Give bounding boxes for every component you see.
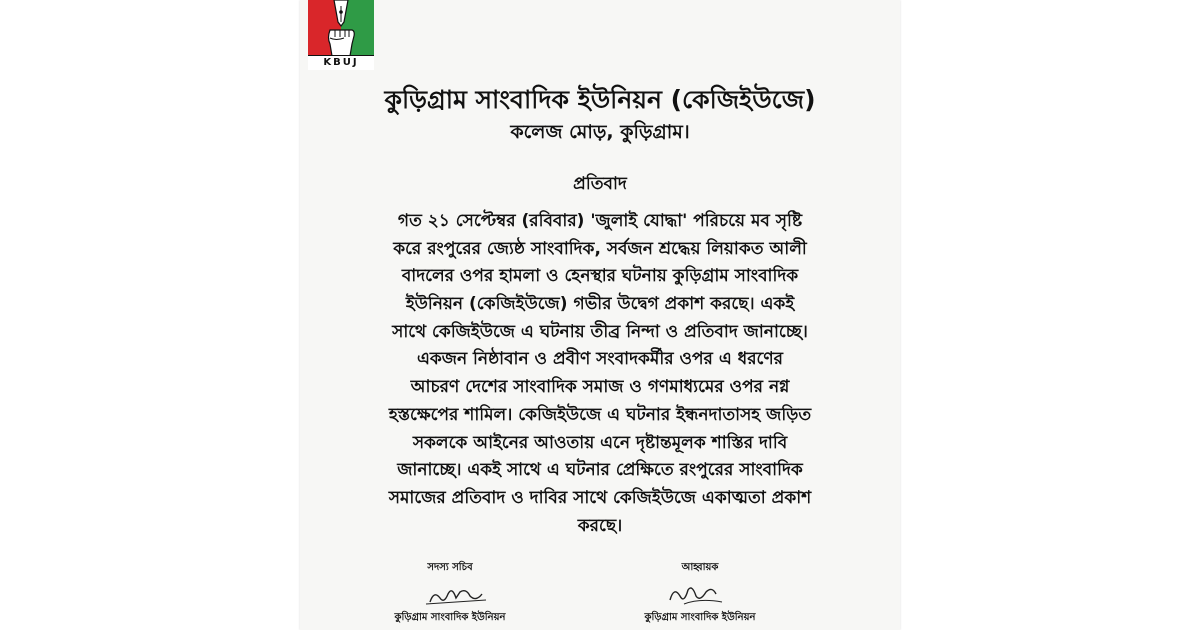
signature-convener — [600, 560, 800, 626]
logo-text: KBUJ — [308, 55, 374, 70]
body-line: হস্তক্ষেপের শামিল। কেজিইউজে এ ঘটনার ইন্ধনদাতাসহ জড়িত — [388, 404, 812, 425]
handwritten-signature-icon — [600, 576, 800, 610]
signature-org: কুড়িগ্রাম সাংবাদিক ইউনিয়ন — [644, 612, 756, 623]
pen-fist-emblem-icon — [308, 0, 374, 56]
body-line: সকলকে আইনের আওতায় এনে দৃষ্টান্তমূলক শাস্তির দাবি — [412, 432, 788, 453]
kbuj-logo — [308, 0, 374, 70]
body-line: ইউনিয়ন (কেজিইউজে) গভীর উদ্বেগ প্রকাশ করছে। একই — [405, 294, 795, 315]
statement-body — [340, 208, 860, 540]
handwritten-signature-icon — [360, 576, 540, 610]
document-page — [300, 0, 900, 630]
body-line: করছে। — [577, 515, 623, 536]
org-address: কলেজ মোড়, কুড়িগ্রাম। — [510, 121, 690, 143]
body-line: বাদলের ওপর হামলা ও হেনস্থার ঘটনায় কুড়িগ্রাম সাংবাদিক — [401, 266, 799, 287]
signature-title: আহ্বায়ক — [681, 562, 719, 573]
signature-title: সদস্য সচিব — [427, 562, 473, 573]
body-line: জানাচ্ছে। একই সাথে এ ঘটনার প্রেক্ষিতে রংপুরের সাংবাদিক — [397, 460, 803, 481]
body-line: করে রংপুরের জ্যেষ্ঠ সাংবাদিক, সর্বজন শ্রদ্ধেয় লিয়াকত আলী — [393, 238, 807, 259]
body-line: সমাজের প্রতিবাদ ও দাবির সাথে কেজিইউজে একাত্মতা প্রকাশ — [388, 487, 812, 508]
body-line: একজন নিষ্ঠাবান ও প্রবীণ সংবাদকর্মীর ওপর এ ধরণের — [416, 349, 784, 370]
signature-member-secretary — [360, 560, 540, 626]
signature-org: কুড়িগ্রাম সাংবাদিক ইউনিয়ন — [394, 612, 506, 623]
org-name: কুড়িগ্রাম সাংবাদিক ইউনিয়ন (কেজিইউজে) — [384, 85, 816, 114]
statement-heading: প্রতিবাদ — [573, 174, 627, 194]
body-line: আচরণ দেশের সাংবাদিক সমাজ ও গণমাধ্যমের ওপর নগ্ন — [410, 377, 790, 398]
body-line: সাথে কেজিইউজে এ ঘটনায় তীব্র নিন্দা ও প্রতিবাদ জানাচ্ছে। — [392, 321, 808, 342]
body-line: গত ২১ সেপ্টেম্বর (রবিবার) 'জুলাই যোদ্ধা' পরিচয়ে মব সৃষ্টি — [397, 211, 803, 231]
